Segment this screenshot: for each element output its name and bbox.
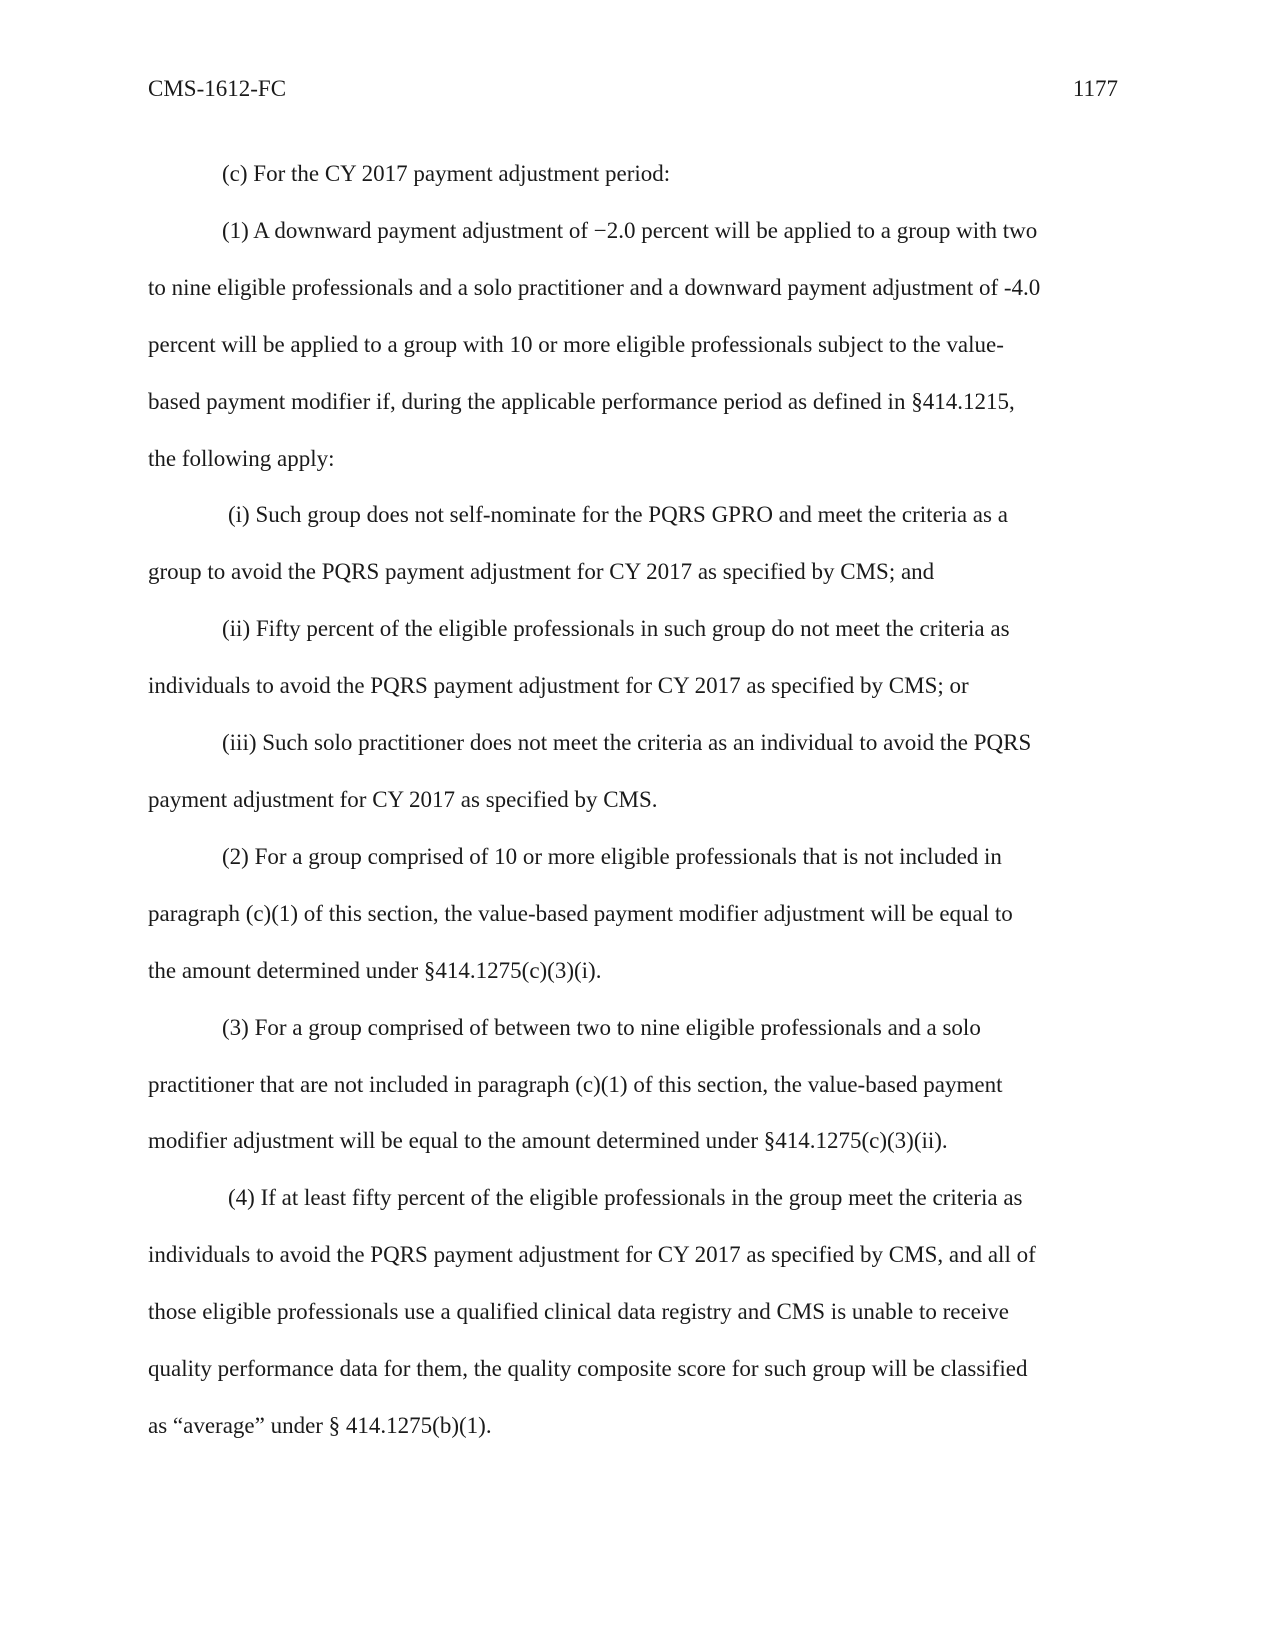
paragraph-c1-i-line: group to avoid the PQRS payment adjustment for CY 2017 as specified by CMS; and (148, 559, 935, 585)
page-number: 1177 (1072, 76, 1118, 101)
paragraph-c2-line: (2) For a group comprised of 10 or more eligible professionals that is not included in (222, 843, 1002, 869)
paragraph-c1-ii-line: (ii) Fifty percent of the eligible professionals in such group do not meet the criteria as (222, 616, 1010, 642)
paragraph-c4-line: as “average” under § 414.1275(b)(1). (148, 1412, 492, 1438)
paragraph-c1-iii-line: (iii) Such solo practitioner does not meet the criteria as an individual to avoid the PQRS (222, 730, 1032, 756)
paragraph-c4-line: individuals to avoid the PQRS payment adjustment for CY 2017 as specified by CMS, and all of (148, 1242, 1036, 1268)
paragraph-c1-ii-line: individuals to avoid the PQRS payment adjustment for CY 2017 as specified by CMS; or (148, 673, 969, 699)
paragraph-c1-line: the following apply: (148, 445, 335, 471)
paragraph-c4-line: those eligible professionals use a qualified clinical data registry and CMS is unable to receive (148, 1299, 1009, 1325)
paragraph-c3-line: practitioner that are not included in paragraph (c)(1) of this section, the value-based payment (148, 1071, 1003, 1097)
paragraph-c1-i-line: (i) Such group does not self-nominate for the PQRS GPRO and meet the criteria as a (228, 502, 1008, 528)
paragraph-c2-line: paragraph (c)(1) of this section, the value-based payment modifier adjustment will be equal to (148, 900, 1013, 926)
paragraph-c2-line: the amount determined under §414.1275(c)(3)(i). (148, 957, 602, 983)
paragraph-c1-line: percent will be applied to a group with 10 or more eligible professionals subject to the value- (148, 331, 1004, 357)
paragraph-c1-line: based payment modifier if, during the applicable performance period as defined in §414.1215, (148, 388, 1015, 414)
paragraph-c4-line: quality performance data for them, the quality composite score for such group will be classified (148, 1356, 1028, 1382)
paragraph-c3-line: modifier adjustment will be equal to the amount determined under §414.1275(c)(3)(ii). (148, 1128, 948, 1154)
document-body (148, 146, 1118, 1455)
paragraph-c4-line: (4) If at least fifty percent of the eligible professionals in the group meet the criteria as (228, 1185, 1023, 1211)
paragraph-c-heading: (c) For the CY 2017 payment adjustment period: (222, 161, 671, 186)
paragraph-c1-line: to nine eligible professionals and a solo practitioner and a downward payment adjustment of -4.0 (148, 274, 1041, 300)
document-id: CMS-1612-FC (148, 76, 287, 101)
paragraph-c1-iii-line: payment adjustment for CY 2017 as specified by CMS. (148, 786, 658, 812)
paragraph-c3-line: (3) For a group comprised of between two to nine eligible professionals and a solo (222, 1014, 981, 1040)
paragraph-c1-line: (1) A downward payment adjustment of −2.0 percent will be applied to a group with two (222, 217, 1038, 243)
